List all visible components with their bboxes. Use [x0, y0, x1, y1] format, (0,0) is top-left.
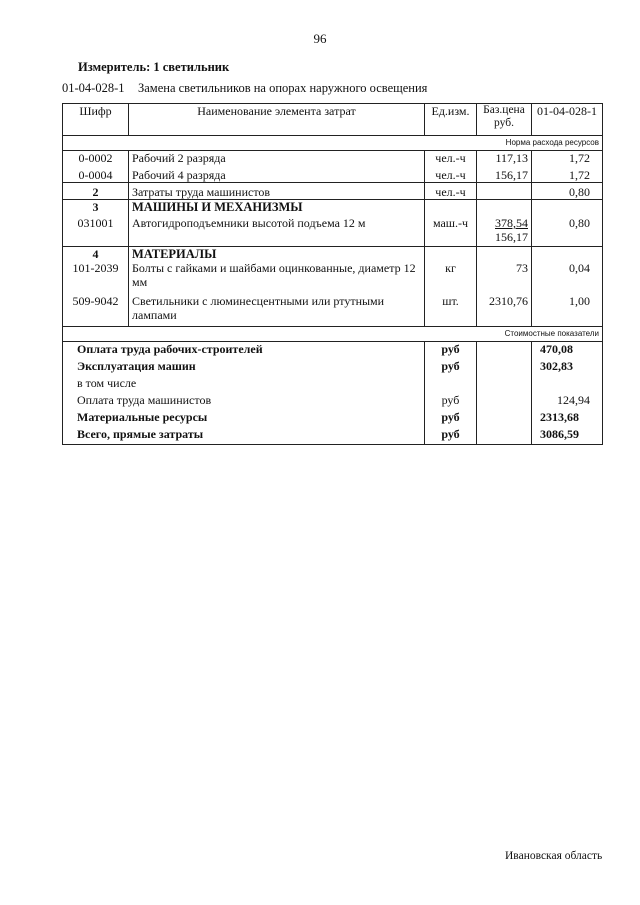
table-row: [63, 183, 603, 200]
total-value: 302,83: [532, 359, 603, 376]
total-label: Материальные ресурсы: [63, 410, 425, 427]
total-value: 470,08: [532, 342, 603, 360]
cost-caption: Стоимостные показатели: [63, 327, 603, 342]
row-code: 0-0002: [63, 151, 129, 166]
totals-row: [63, 427, 603, 445]
row-value: 1,00: [532, 289, 603, 327]
row-code: 101-2039: [63, 261, 129, 289]
total-unit: руб: [425, 410, 477, 427]
header-norm: 01-04-028-1: [532, 104, 603, 136]
row-unit: чел.-ч: [425, 151, 477, 166]
row-unit: чел.-ч: [425, 165, 477, 183]
total-value: 2313,68: [532, 410, 603, 427]
row-name: Рабочий 2 разряда: [129, 151, 425, 166]
row-price: 378,54: [495, 216, 528, 230]
total-label: Оплата труда рабочих-строителей: [63, 342, 425, 360]
totals-row: [63, 359, 603, 376]
row-price-cell: [477, 214, 532, 247]
total-label: Эксплуатация машин: [63, 359, 425, 376]
row-code: 0-0004: [63, 165, 129, 183]
row-value: 0,04: [532, 261, 603, 289]
row-value: 0,80: [532, 214, 603, 247]
table-header-row: [63, 104, 603, 136]
section-title-machines: МАШИНЫ И МЕХАНИЗМЫ: [129, 200, 425, 215]
row-unit: маш.-ч: [425, 214, 477, 247]
header-name: Наименование элемента затрат: [129, 104, 425, 136]
row-price: 2310,76: [477, 289, 532, 327]
header-price: Баз.цена руб.: [477, 104, 532, 136]
totals-row: [63, 342, 603, 360]
row-price: 117,13: [477, 151, 532, 166]
header-code: Шифр: [63, 104, 129, 136]
row-unit: кг: [425, 261, 477, 289]
total-unit: руб: [425, 427, 477, 445]
row-name: Болты с гайками и шайбами оцинкованные, диаметр 12 мм: [129, 261, 425, 289]
total-unit: руб: [425, 393, 477, 410]
header-unit: Ед.изм.: [425, 104, 477, 136]
section-heading: [62, 81, 427, 96]
row-unit: чел.-ч: [425, 183, 477, 200]
section-code: 01-04-028-1: [62, 81, 125, 95]
row-name: Затраты труда машинистов: [129, 183, 425, 200]
row-code: 031001: [63, 214, 129, 247]
row-name: Рабочий 4 разряда: [129, 165, 425, 183]
row-value: 0,80: [532, 183, 603, 200]
total-value: 3086,59: [532, 427, 603, 445]
norm-caption-row: [63, 136, 603, 151]
row-value: 1,72: [532, 165, 603, 183]
total-unit: руб: [425, 342, 477, 360]
row-name: Автогидроподъемники высотой подъема 12 м: [129, 214, 425, 247]
total-unit: руб: [425, 359, 477, 376]
row-value: 1,72: [532, 151, 603, 166]
total-value: 124,94: [532, 393, 603, 410]
row-price: 156,17: [477, 165, 532, 183]
row-unit: шт.: [425, 289, 477, 327]
totals-row: [63, 376, 603, 393]
cost-table: [62, 103, 603, 445]
table-row: [63, 151, 603, 166]
total-label: Оплата труда машинистов: [63, 393, 425, 410]
row-num: 2: [63, 183, 129, 200]
table-row: [63, 200, 603, 215]
row-code: 509-9042: [63, 289, 129, 327]
norm-caption: Норма расхода ресурсов: [63, 136, 603, 151]
table-row: [63, 214, 603, 247]
measurer-line: Измеритель: 1 светильник: [78, 60, 230, 74]
section-num: 4: [63, 247, 129, 262]
page-number: 96: [313, 31, 327, 46]
cost-caption-row: [63, 327, 603, 342]
table-row: [63, 261, 603, 289]
section-num: 3: [63, 200, 129, 215]
table-row: [63, 165, 603, 183]
region-footer: Ивановская область: [505, 850, 603, 862]
row-price-machinist: 156,17: [495, 230, 528, 244]
table-row: [63, 247, 603, 262]
totals-row: [63, 410, 603, 427]
totals-row: [63, 393, 603, 410]
section-title-materials: МАТЕРИАЛЫ: [129, 247, 425, 262]
row-name: Светильники с люминесцентными или ртутными лампами: [129, 289, 425, 327]
table-row: [63, 289, 603, 327]
total-label: Всего, прямые затраты: [63, 427, 425, 445]
total-label: в том числе: [63, 376, 425, 393]
row-price: 73: [477, 261, 532, 289]
section-title: Замена светильников на опорах наружного освещения: [138, 81, 428, 95]
